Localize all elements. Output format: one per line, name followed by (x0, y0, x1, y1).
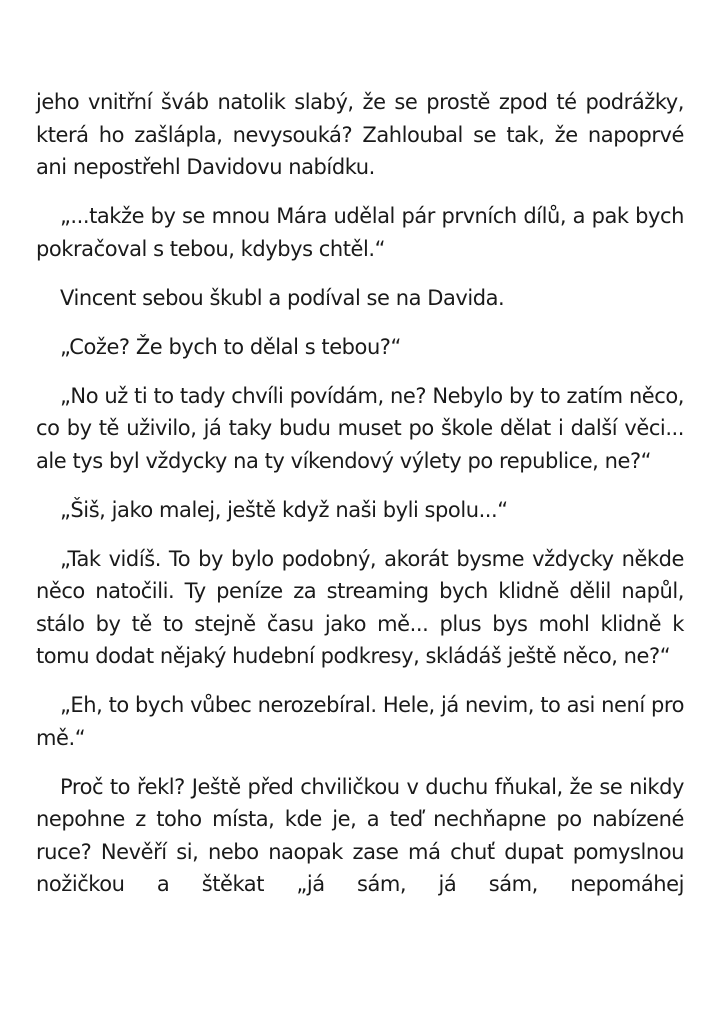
paragraph-dialogue-question: „Cože? Že bych to dělal s tebou?“ (60, 334, 401, 359)
paragraph-vincent-reaction: Vincent sebou škubl a podíval se na Davida. (60, 285, 505, 310)
paragraph-inner-monologue: Proč to řekl? Ještě před chviličkou v duchu fňukal, že se nikdy nepohne z toho místa, kde je, a teď nechňapne po nabízené ruce? Nevěří si, nebo naopak zase má chuť dupat pomyslnou nožičkou a štěkat „já sám, já sám, nepomáhej (36, 774, 684, 896)
paragraph-dialogue-proposal: „Tak vidíš. To by bylo podobný, akorát bysme vždycky někde něco natočili. Ty peníze za streaming bych klidně dělil napůl, stálo by tě to stejně času jako mě... plus bys mohl klidně k tomu dodat nějaký hudební podkresy, skládáš ještě něco, ne?“ (36, 546, 684, 668)
book-page-text (36, 86, 684, 917)
paragraph-continuation: jeho vnitřní šváb natolik slabý, že se prostě zpod té podrážky, která ho zašlápla, nevysouká? Zahloubal se tak, že napoprvé ani nepostřehl Davidovu nabídku. (36, 90, 684, 179)
paragraph-dialogue-childhood: „Šiš, jako malej, ještě když naši byli spolu...“ (60, 497, 508, 522)
paragraph-dialogue-explanation: „No už ti to tady chvíli povídám, ne? Nebylo by to zatím něco, co by tě uživilo, já taky budu muset po škole dělat i další věci... ale tys byl vždycky na ty víkendový výlety po republice, ne?“ (36, 383, 684, 473)
paragraph-dialogue-offer: „...takže by se mnou Mára udělal pár prvních dílů, a pak bych pokračoval s tebou, kdybys chtěl.“ (36, 204, 684, 261)
paragraph-dialogue-refusal: „Eh, to bych vůbec nerozebíral. Hele, já nevim, to asi není pro mě.“ (36, 693, 684, 750)
